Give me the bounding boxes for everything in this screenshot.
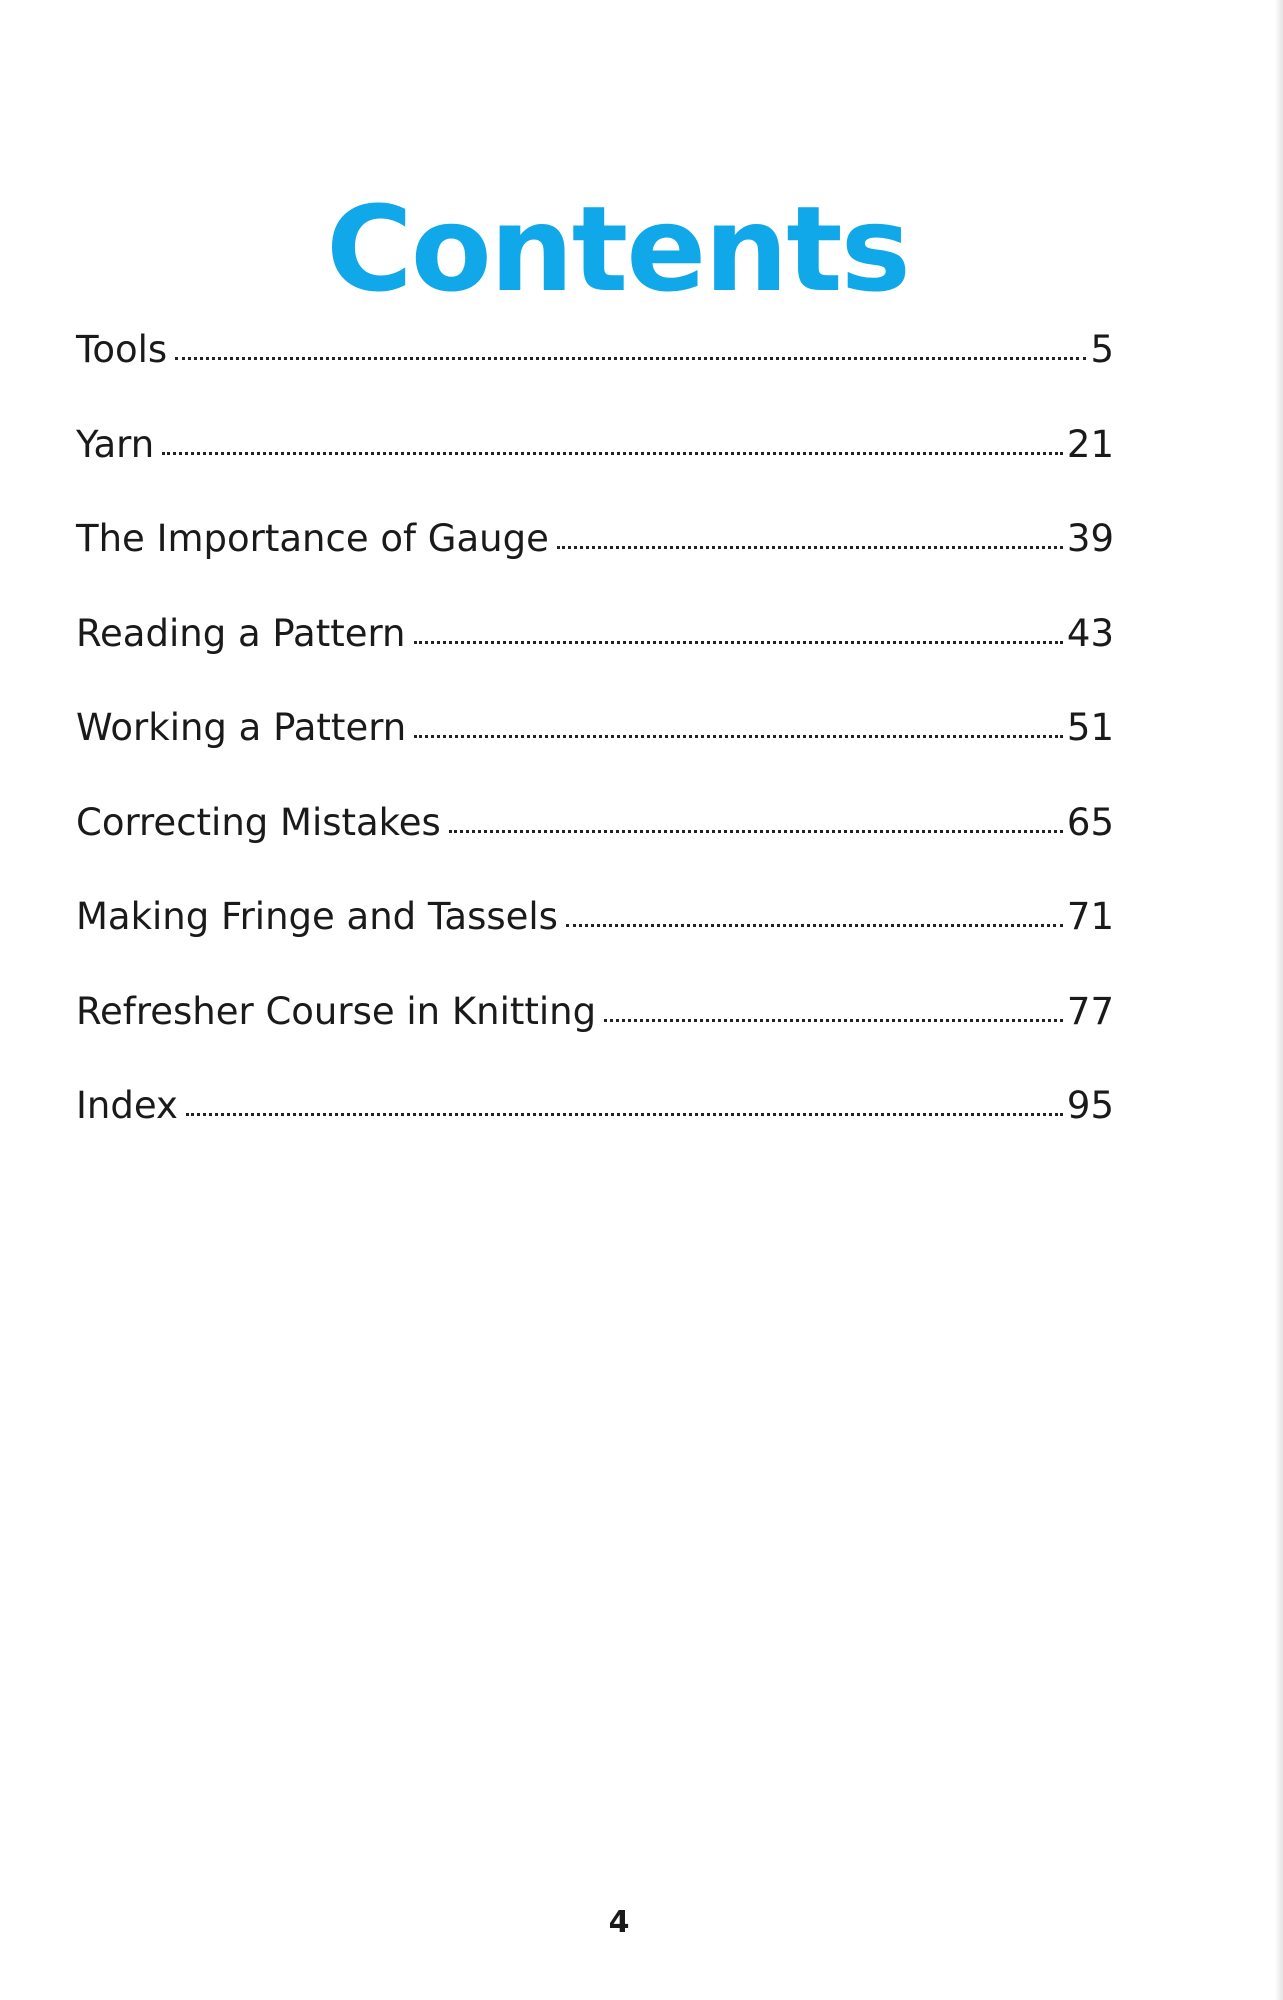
table-of-contents [76, 320, 1114, 1171]
toc-entry-page: 43 [1066, 611, 1114, 655]
toc-entry-page: 21 [1066, 422, 1114, 466]
toc-entry[interactable] [76, 982, 1114, 1077]
toc-entry-page: 51 [1066, 706, 1114, 749]
toc-entry-label: Making Fringe and Tassels [76, 895, 558, 938]
toc-dot-leader [557, 546, 1063, 549]
toc-entry-page: 95 [1066, 1084, 1114, 1127]
toc-entry-page: 77 [1066, 989, 1114, 1033]
toc-entry-label: Refresher Course in Knitting [76, 989, 597, 1033]
page-number: 4 [608, 1905, 630, 1940]
toc-dot-leader [414, 641, 1063, 644]
toc-dot-leader [449, 830, 1063, 833]
toc-entry[interactable] [76, 604, 1114, 699]
toc-entry-label: The Importance of Gauge [76, 517, 549, 560]
toc-dot-leader [414, 735, 1063, 738]
toc-entry[interactable] [76, 1076, 1114, 1171]
toc-entry-page: 5 [1090, 328, 1114, 371]
toc-entry[interactable] [76, 793, 1114, 888]
toc-dot-leader [566, 924, 1063, 927]
toc-entry[interactable] [76, 509, 1114, 604]
toc-entry-page: 39 [1066, 517, 1114, 560]
toc-entry-label: Index [76, 1084, 178, 1127]
toc-dot-leader [175, 357, 1086, 360]
toc-entry-label: Tools [76, 328, 168, 371]
toc-entry-label: Working a Pattern [76, 706, 407, 749]
page-title: Contents [326, 180, 909, 319]
toc-entry-label: Correcting Mistakes [76, 800, 441, 844]
toc-entry[interactable] [76, 320, 1114, 415]
toc-entry-page: 71 [1066, 895, 1114, 938]
toc-dot-leader [186, 1113, 1063, 1116]
toc-entry-page: 65 [1066, 800, 1114, 844]
page-edge-shadow [1275, 0, 1283, 2000]
toc-entry[interactable] [76, 415, 1114, 510]
toc-entry[interactable] [76, 887, 1114, 982]
toc-entry-label: Yarn [76, 422, 155, 466]
toc-entry-label: Reading a Pattern [76, 611, 406, 655]
toc-entry[interactable] [76, 698, 1114, 793]
toc-dot-leader [162, 452, 1063, 455]
toc-dot-leader [604, 1019, 1063, 1022]
